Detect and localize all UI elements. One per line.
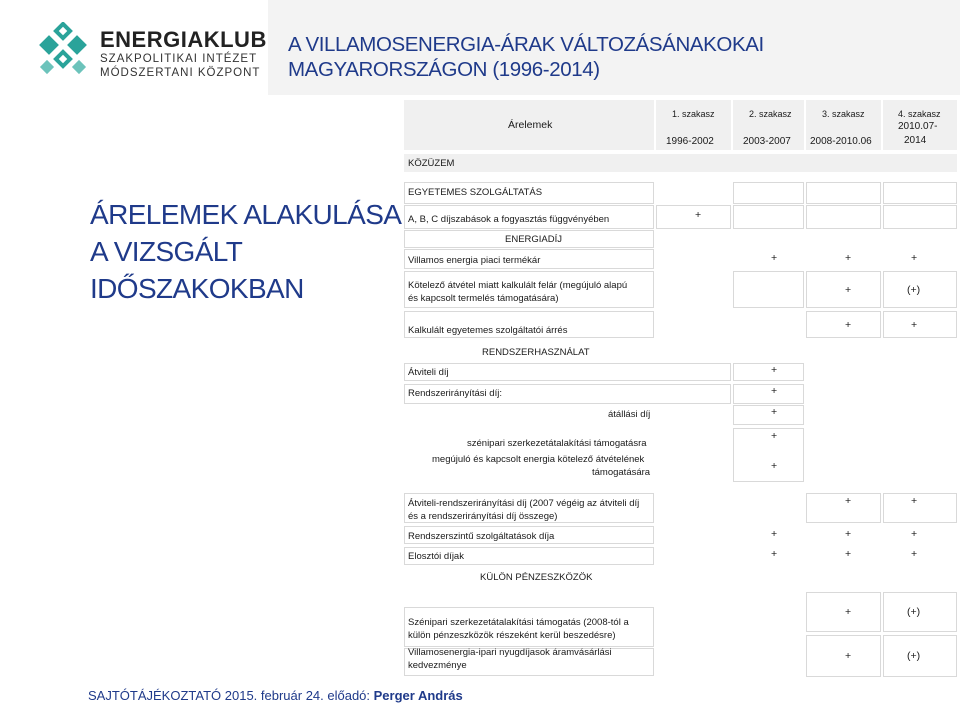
mark-megujulo-p2: +: [771, 460, 778, 472]
footer-prefix: SAJTÓTÁJÉKOZTATÓ 2015. február 24. előadó:: [88, 688, 374, 703]
section-title-line-1: ÁRELEMEK ALAKULÁSA: [90, 199, 402, 230]
mark-szenipari-p2: +: [771, 430, 778, 442]
mark-kotelezo-p4: (+): [907, 284, 921, 296]
label-villamos: Villamos energia piaci termékár: [408, 255, 541, 266]
grid-cell: [733, 405, 804, 425]
period-1-label: 1996-2002: [666, 136, 714, 147]
kozuzem-band: [404, 154, 957, 172]
period-2-label: 2003-2007: [743, 136, 791, 147]
mark-abc-p1: +: [695, 209, 702, 221]
phase-3-label: 3. szakasz: [822, 109, 865, 119]
mark-nyugdij-p4: (+): [907, 650, 921, 662]
footer-presenter: Perger András: [373, 688, 463, 703]
mark-rendszeriranyitasi-p2: +: [771, 385, 778, 397]
grid-cell: [806, 311, 881, 338]
mark-atviteli-p2: +: [771, 364, 778, 376]
logo-name: ENERGIAKLUB: [100, 27, 267, 52]
mark-villamos-p3: +: [845, 252, 852, 264]
energiaklub-logo: [34, 22, 274, 84]
label-rendszerszintu: Rendszerszintű szolgáltatások díja: [408, 531, 555, 542]
cell-abc-p1: [656, 205, 731, 229]
mark-kotelezo-p3: +: [845, 284, 852, 296]
mark-szen-kulon-p3: +: [845, 606, 852, 618]
label-atallasi: átállási díj: [608, 409, 651, 420]
grid-cell: [806, 493, 881, 523]
mark-villamos-p4: +: [911, 252, 918, 264]
mark-kalkulalt-p4: +: [911, 319, 918, 331]
mark-rendszerszintu-p2: +: [771, 528, 778, 540]
slide-title: A VILLAMOSENERGIA-ÁRAK VÁLTOZÁSÁNAKOKAI MAGYARORSZÁGON (1996-2014): [288, 33, 764, 81]
grid-cell: [806, 592, 881, 632]
grid-cell: [733, 363, 804, 381]
column-header-arelemek: Árelemek: [508, 119, 553, 131]
mark-elosztoi-p3: +: [845, 548, 852, 560]
phase-4-label: 4. szakasz: [898, 109, 941, 119]
grid-cell: [733, 271, 804, 308]
mark-nyugdij-p3: +: [845, 650, 852, 662]
grid-cell: [806, 635, 881, 677]
grid-cell: [733, 428, 804, 482]
mark-atv-rendsz-p3: +: [845, 495, 852, 507]
mark-szen-kulon-p4: (+): [907, 606, 921, 618]
label-atv-rendsz-1: Átviteli-rendszerirányítási díj (2007 végéig az átviteli díj: [408, 498, 640, 509]
section-title-line-2: A VIZSGÁLT: [90, 236, 243, 267]
label-elosztoi: Elosztói díjak: [408, 551, 464, 562]
period-3-label: 2008-2010.06: [810, 136, 872, 147]
mark-villamos-p2: +: [771, 252, 778, 264]
label-szen-kulon-2: külön pénzeszközök részeként kerül beszedésre): [408, 630, 616, 641]
mark-elosztoi-p2: +: [771, 548, 778, 560]
mark-atallasi-p2: +: [771, 406, 778, 418]
grid-cell: [883, 493, 957, 523]
label-abc: A, B, C díjszabások a fogyasztás függvényében: [408, 214, 610, 225]
section-kozuzem: KÖZÜZEM: [408, 158, 455, 169]
logo-subtitle-2: MÓDSZERTANI KÖZPONT: [100, 67, 261, 79]
mark-atv-rendsz-p4: +: [911, 495, 918, 507]
label-szen-kulon-1: Szénipari szerkezetátalakítási támogatás (2008-tól a: [408, 617, 629, 628]
grid-cell: [733, 205, 804, 229]
logo-mark-icon: [34, 22, 92, 80]
label-atv-rendsz-2: és a rendszerirányítási díj összege): [408, 511, 558, 522]
grid-cell: [883, 311, 957, 338]
label-megujulo-1: megújuló és kapcsolt energia kötelező átvételének: [432, 454, 645, 465]
mark-rendszerszintu-p3: +: [845, 528, 852, 540]
period-4-label-a: 2010.07-: [898, 121, 938, 132]
label-rendszeriranyitasi: Rendszerirányítási díj:: [408, 388, 502, 399]
footer: [88, 688, 463, 703]
label-szenipari: szénipari szerkezetátalakítási támogatásra: [467, 438, 647, 449]
grid-cell: [733, 384, 804, 404]
section-kulon: KÜLÖN PÉNZESZKÖZÖK: [480, 572, 593, 583]
label-nyugdij-1: Villamosenergia-ipari nyugdíjasok áramvásárlási: [408, 647, 612, 658]
row-atviteli: [404, 363, 731, 381]
grid-cell: [883, 182, 957, 204]
mark-elosztoi-p4: +: [911, 548, 918, 560]
period-4-label-b: 2014: [904, 135, 927, 146]
label-atviteli: Átviteli díj: [408, 367, 449, 378]
section-energiadij: ENERGIADÍJ: [505, 234, 563, 245]
label-kotelezo-1: Kötelező átvétel miatt kalkulált felár (megújuló alapú: [408, 280, 628, 291]
label-kalkulalt: Kalkulált egyetemes szolgáltatói árrés: [408, 325, 568, 336]
grid-cell: [733, 182, 804, 204]
header-band: [268, 0, 960, 95]
section-egyetemes: EGYETEMES SZOLGÁLTATÁS: [408, 187, 543, 198]
phase-2-label: 2. szakasz: [749, 109, 792, 119]
section-title: [90, 196, 401, 307]
phase-1-label: 1. szakasz: [672, 109, 715, 119]
price-elements-table: [404, 100, 957, 678]
logo-subtitle-1: SZAKPOLITIKAI INTÉZET: [100, 53, 258, 65]
label-nyugdij-2: kedvezménye: [408, 660, 467, 671]
grid-cell: [806, 205, 881, 229]
grid-cell: [806, 182, 881, 204]
mark-kalkulalt-p3: +: [845, 319, 852, 331]
grid-cell: [806, 271, 881, 308]
section-title-line-3: IDŐSZAKOKBAN: [90, 273, 304, 304]
section-rendszerhasznalat: RENDSZERHASZNÁLAT: [482, 347, 590, 358]
label-megujulo-2: támogatására: [592, 467, 651, 478]
label-kotelezo-2: és kapcsolt termelés támogatására): [408, 293, 559, 304]
mark-rendszerszintu-p4: +: [911, 528, 918, 540]
grid-cell: [883, 205, 957, 229]
